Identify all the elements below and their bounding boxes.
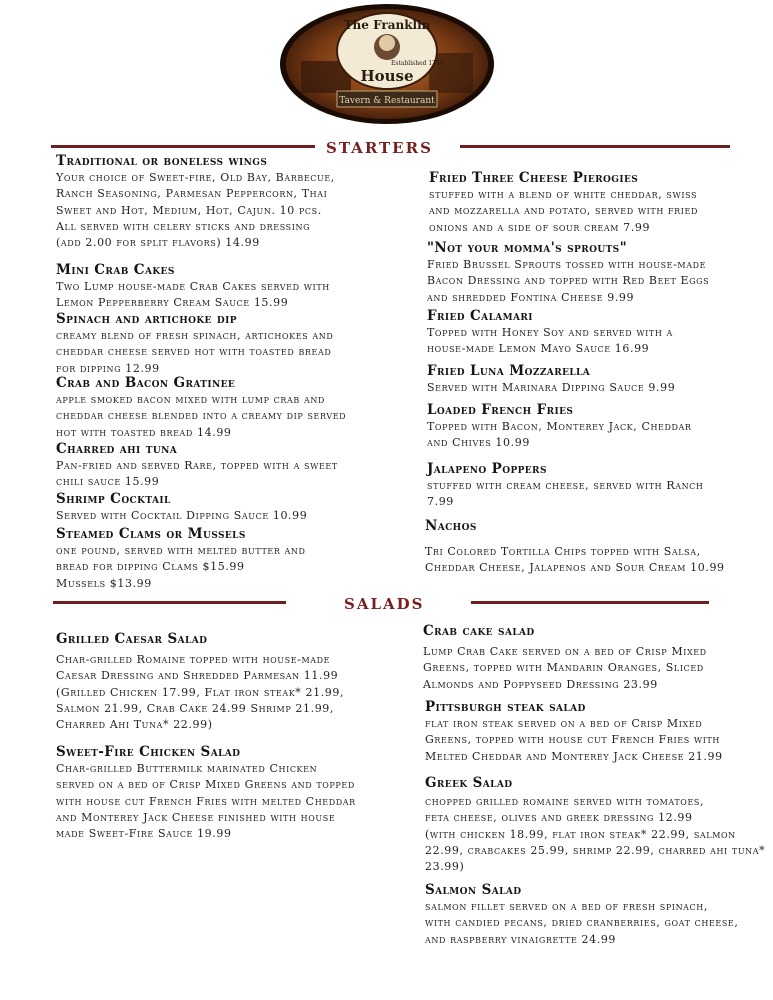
salads-rule-right — [471, 601, 709, 604]
item-name: "Not your momma's sprouts" — [427, 240, 628, 256]
menu-item — [56, 375, 346, 441]
item-name: Spinach and artichoke dip — [56, 311, 237, 327]
item-name: Fried Three Cheese Pierogies — [429, 170, 639, 186]
item-description: salmon fillet served on a bed of fresh spinach, with candied pecans, dried cranberries, goat cheese, and raspberry vinaigrette 24.99 — [425, 900, 739, 946]
logo-line-1: The Franklin — [343, 18, 431, 32]
item-description: Char-grilled Romaine topped with house-made Caesar Dressing and Shredded Parmesan 11.99 (Grilled Chicken 17.99, Flat iron steak* 21.99, Salmon 21.99, Crab Cake 24.99 Shrimp 21.99, Charred Ahi Tuna* 22.99) — [56, 653, 345, 732]
item-name: Crab and Bacon Gratinee — [56, 375, 236, 391]
item-description: stuffed with a blend of white cheddar, swiss and mozzarella and potato, served with fried onions and a side of sour cream 7.99 — [429, 188, 699, 234]
menu-item — [429, 170, 698, 236]
menu-item — [425, 882, 738, 948]
starters-rule-right — [460, 145, 730, 148]
item-name: Crab cake salad — [423, 623, 535, 639]
item-description: chopped grilled romaine served with tomatoes, feta cheese, olives and greek dressing 12.99 (with chicken 18.99, flat iron steak* 22.99, salmon 22.99, crabcakes 25.99, shrimp 22.99, charred ahi tuna* 23.99) — [425, 795, 766, 874]
item-description: Tri Colored Tortilla Chips topped with Salsa, Cheddar Cheese, Jalapenos and Sour Cream 10.99 — [425, 545, 725, 575]
item-description: Lump Crab Cake served on a bed of Crisp Mixed Greens, topped with Mandarin Oranges, Sliced Almonds and Poppyseed Dressing 23.99 — [423, 645, 707, 691]
item-name: Nachos — [425, 518, 477, 534]
menu-item — [56, 441, 338, 491]
item-description: Served with Marinara Dipping Sauce 9.99 — [427, 381, 676, 394]
menu-item — [423, 623, 707, 693]
item-name: Pittsburgh steak salad — [425, 699, 586, 715]
item-description: Fried Brussel Sprouts tossed with house-made Bacon Dressing and topped with Red Beet Eggs and shredded Fontina Cheese 9.99 — [427, 258, 710, 304]
salads-rule-left — [53, 601, 286, 604]
item-description: one pound, served with melted butter and bread for dipping Clams $15.99 Mussels $13.99 — [56, 544, 306, 590]
item-name: Salmon Salad — [425, 882, 522, 898]
item-description: flat iron steak served on a bed of Crisp Mixed Greens, topped with house cut French Fries with Melted Cheddar and Monterey Jack Cheese 21.99 — [425, 717, 723, 763]
item-description: Served with Cocktail Dipping Sauce 10.99 — [56, 509, 308, 522]
logo-tagline: Tavern & Restaurant — [339, 96, 435, 106]
item-name: Steamed Clams or Mussels — [56, 526, 246, 542]
item-description: stuffed with cream cheese, served with Ranch 7.99 — [427, 479, 704, 509]
logo-line-2: House — [360, 67, 414, 85]
menu-item — [427, 363, 675, 396]
item-name: Fried Luna Mozzarella — [427, 363, 591, 379]
item-description: creamy blend of fresh spinach, artichokes and cheddar cheese served hot with toasted bread for dipping 12.99 — [56, 329, 334, 375]
menu-item — [427, 461, 703, 511]
item-name: Greek Salad — [425, 775, 513, 791]
starters-rule-left — [51, 145, 315, 148]
menu-item — [425, 518, 725, 577]
item-name: Shrimp Cocktail — [56, 491, 171, 507]
menu-item — [56, 744, 356, 842]
menu-item — [425, 699, 723, 765]
item-name: Loaded French Fries — [427, 402, 574, 418]
menu-item — [427, 240, 709, 306]
menu-item — [56, 631, 344, 733]
item-name: Charred ahi tuna — [56, 441, 178, 457]
item-description: Two Lump house-made Crab Cakes served with Lemon Pepperberry Cream Sauce 15.99 — [56, 280, 330, 310]
item-name: Grilled Caesar Salad — [56, 631, 208, 647]
item-description: apple smoked bacon mixed with lump crab and cheddar cheese blended into a creamy dip served hot with toasted bread 14.99 — [56, 393, 347, 439]
item-description: Topped with Honey Soy and served with a house-made Lemon Mayo Sauce 16.99 — [427, 326, 673, 356]
item-description: Your choice of Sweet-fire, Old Bay, Barbecue, Ranch Seasoning, Parmesan Peppercorn, Thai Sweet and Hot, Medium, Hot, Cajun. 10 pcs. All served with celery sticks and dressing (add 2.00 for split flavors) 14.99 — [56, 171, 335, 250]
item-name: Traditional or boneless wings — [56, 153, 268, 169]
item-name: Sweet-Fire Chicken Salad — [56, 744, 241, 760]
item-description: Char-grilled Buttermilk marinated Chicken served on a bed of Crisp Mixed Greens and topped with house cut French Fries with melted Cheddar and Monterey Jack Cheese finished with house made Sweet-Fire Sauce 19.99 — [56, 762, 356, 841]
item-description: Topped with Bacon, Monterey Jack, Cheddar and Chives 10.99 — [427, 420, 692, 450]
starters-heading: STARTERS — [326, 139, 433, 157]
item-name: Jalapeno Poppers — [427, 461, 547, 477]
menu-item — [56, 526, 306, 592]
menu-item — [56, 262, 330, 312]
menu-item — [427, 308, 673, 358]
item-name: Mini Crab Cakes — [56, 262, 175, 278]
menu-item — [56, 491, 307, 524]
logo-established: Established 1746 — [391, 60, 444, 67]
restaurant-logo — [279, 3, 495, 125]
item-name: Fried Calamari — [427, 308, 533, 324]
menu-item — [427, 402, 692, 452]
menu-item — [56, 311, 333, 377]
item-description: Pan-fried and served Rare, topped with a sweet chili sauce 15.99 — [56, 459, 338, 489]
menu-item — [56, 153, 335, 251]
menu-item — [425, 775, 765, 875]
salads-heading: SALADS — [344, 595, 425, 613]
